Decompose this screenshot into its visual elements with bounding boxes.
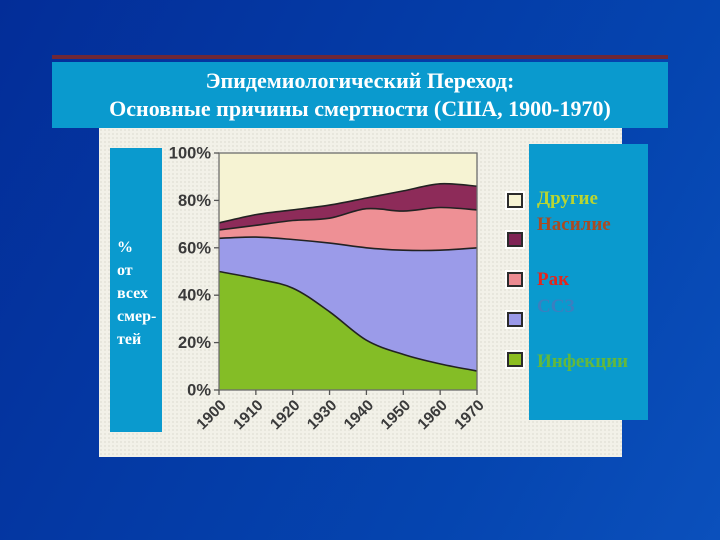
svg-text:0%: 0% xyxy=(187,381,211,400)
svg-text:1950: 1950 xyxy=(377,396,415,434)
legend-box xyxy=(529,144,648,420)
svg-text:80%: 80% xyxy=(177,191,211,210)
legend-swatch-infections xyxy=(507,352,523,367)
svg-text:1920: 1920 xyxy=(267,396,304,434)
y-unit-line-percent: % xyxy=(117,239,133,256)
y-unit-line-ot: от xyxy=(117,262,133,279)
svg-text:1970: 1970 xyxy=(451,396,488,434)
y-unit-line-vseh: всех xyxy=(117,285,148,302)
svg-text:1900: 1900 xyxy=(193,396,230,434)
legend-swatch-others xyxy=(507,193,523,208)
svg-text:20%: 20% xyxy=(177,334,211,353)
svg-text:1940: 1940 xyxy=(340,396,378,434)
svg-text:40%: 40% xyxy=(177,286,211,305)
svg-text:60%: 60% xyxy=(177,239,211,258)
legend-label-others: Другие xyxy=(537,188,598,209)
slide-title-line2: Основные причины смертности (США, 1900-1970) xyxy=(109,96,611,121)
y-unit-line-tey: тей xyxy=(117,331,142,348)
svg-text:1930: 1930 xyxy=(304,396,341,434)
svg-text:100%: 100% xyxy=(168,144,211,163)
legend-swatch-cvd xyxy=(507,312,523,327)
legend-label-violence: Насилие xyxy=(537,214,611,235)
legend-label-cvd: ССЗ xyxy=(537,296,575,317)
slide-title-line1: Эпидемиологический Переход: xyxy=(205,68,515,93)
legend-swatch-violence xyxy=(507,232,523,247)
y-unit-line-smer: смер- xyxy=(117,308,157,325)
svg-text:1910: 1910 xyxy=(230,396,267,434)
legend-label-infections: Инфекции xyxy=(537,351,629,372)
legend-swatch-cancer xyxy=(507,272,523,287)
legend-label-cancer: Рак xyxy=(537,269,570,290)
svg-text:1960: 1960 xyxy=(414,396,451,434)
